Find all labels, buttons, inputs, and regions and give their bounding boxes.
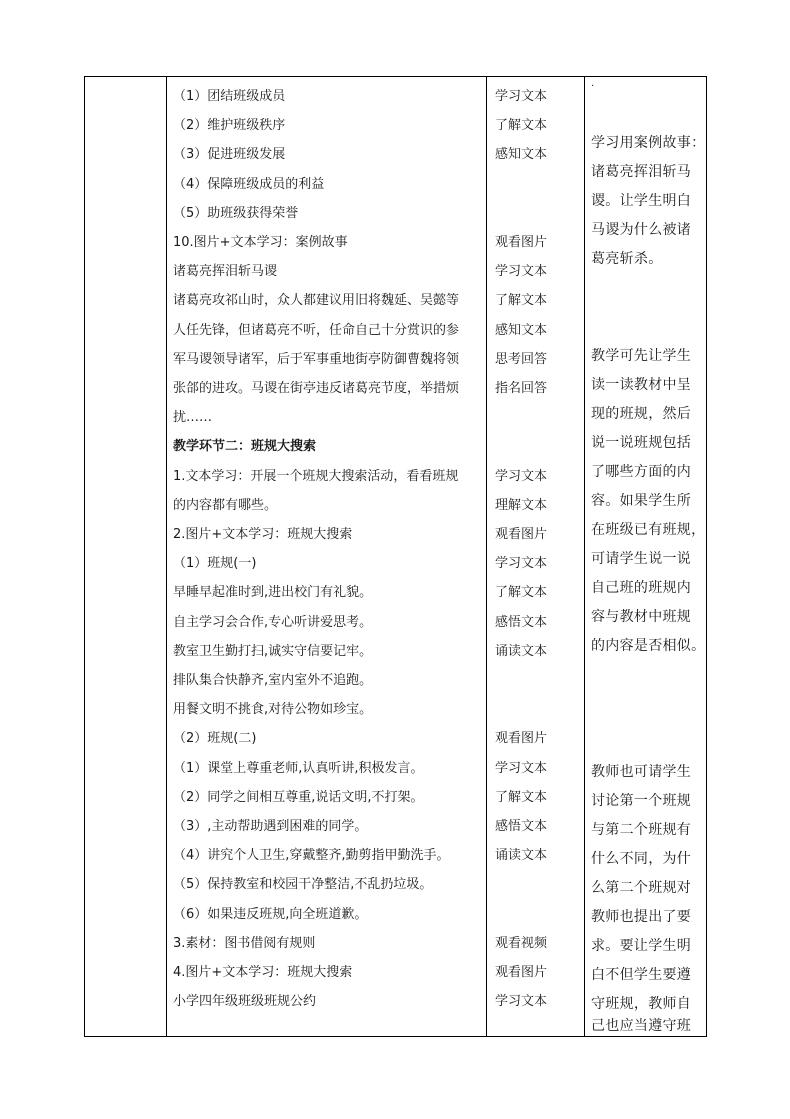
content-line: （3）,主动帮助遇到困难的同学。 bbox=[173, 819, 368, 834]
activity-line: 指名回答 bbox=[495, 381, 548, 396]
content-line: 用餐文明不挑食,对待公物如珍宝。 bbox=[173, 702, 373, 717]
activity-line: 学习文本 bbox=[495, 761, 548, 776]
content-line: 的内容都有哪些。 bbox=[173, 498, 278, 513]
content-line: 3.素材：图书借阅有规则 bbox=[173, 936, 316, 951]
content-line: （2）维护班级秩序 bbox=[173, 118, 286, 133]
activity-line: 思考回答 bbox=[495, 352, 548, 367]
content-line: 诸葛亮攻祁山时，众人都建议用旧将魏延、吴懿等 bbox=[173, 293, 460, 308]
activity-line: 学习文本 bbox=[495, 469, 548, 484]
content-line: （2）同学之间相互尊重,说话文明,不打架。 bbox=[173, 790, 424, 805]
content-line: 自主学习会合作,专心听讲爱思考。 bbox=[173, 615, 373, 630]
activity-line: 观看图片 bbox=[495, 527, 548, 542]
activity-line: 感悟文本 bbox=[495, 615, 548, 630]
activity-line: 诵读文本 bbox=[495, 848, 548, 863]
content-line: （5）助班级获得荣誉 bbox=[173, 206, 299, 221]
content-line: 诸葛亮挥泪斩马谡 bbox=[173, 264, 278, 279]
activity-line: 了解文本 bbox=[495, 293, 548, 308]
activity-line: 观看视频 bbox=[495, 936, 548, 951]
content-line: 人任先锋，但诸葛亮不听，任命自己十分赏识的参 bbox=[173, 323, 460, 338]
intent-line: 么第二个班规对 bbox=[591, 880, 692, 896]
intent-line: 自己班的班规内 bbox=[591, 580, 692, 596]
activity-line: 理解文本 bbox=[495, 498, 548, 513]
content-line: （5）保持教室和校园干净整洁,不乱扔垃圾。 bbox=[173, 877, 433, 892]
activity-line: 感知文本 bbox=[495, 147, 548, 162]
activity-line: 了解文本 bbox=[495, 585, 548, 600]
content-line: （3）促进班级发展 bbox=[173, 147, 286, 162]
intent-line: 教师也可请学生 bbox=[591, 764, 692, 780]
intent-line: 诸葛亮挥泪斩马 bbox=[591, 164, 692, 180]
activity-line: 观看图片 bbox=[495, 965, 548, 980]
intent-line: 与第二个班规有 bbox=[591, 822, 692, 838]
activity-line: 学习文本 bbox=[495, 556, 548, 571]
content-line: （4）讲究个人卫生,穿戴整齐,勤剪指甲勤洗手。 bbox=[173, 848, 450, 863]
intent-line: 求。要让学生明 bbox=[591, 938, 692, 954]
intent-line: 己也应当遵守班 bbox=[591, 1018, 692, 1034]
content-line: （6）如果违反班规,向全班道歉。 bbox=[173, 907, 368, 922]
intent-line: 现的班规，然后 bbox=[591, 406, 692, 422]
activity-line: 感知文本 bbox=[495, 323, 548, 338]
activity-line: 学习文本 bbox=[495, 994, 548, 1009]
content-line: 2.图片+文本学习：班规大搜索 bbox=[173, 527, 353, 542]
intent-line: 容与教材中班规 bbox=[591, 609, 692, 625]
intent-line: 学习用案例故事： bbox=[591, 135, 706, 151]
content-line: 1.文本学习：开展一个班规大搜索活动，看看班规 bbox=[173, 469, 459, 484]
intent-line: 守班规，教师自 bbox=[591, 996, 692, 1012]
content-line: 10.图片+文本学习：案例故事 bbox=[173, 235, 348, 250]
activity-line: 学习文本 bbox=[495, 264, 548, 279]
intent-line: 读一读教材中呈 bbox=[591, 377, 692, 393]
content-line: 排队集合快静齐,室内室外不追跑。 bbox=[173, 673, 373, 688]
content-line: （4）保障班级成员的利益 bbox=[173, 177, 325, 192]
lesson-plan-table bbox=[84, 76, 707, 1037]
intent-line: 马谡为什么被诸 bbox=[591, 222, 692, 238]
content-line: 早睡早起准时到,进出校门有礼貌。 bbox=[173, 585, 373, 600]
intent-line: 教师也提出了要 bbox=[591, 909, 692, 925]
intent-line: 谡。让学生明白 bbox=[591, 193, 692, 209]
intent-mark: · bbox=[591, 81, 595, 92]
activity-line: 了解文本 bbox=[495, 790, 548, 805]
teaching-content-cell bbox=[167, 77, 487, 1037]
intent-line: 教学可先让学生 bbox=[591, 348, 692, 364]
intent-line: 容。如果学生所 bbox=[591, 493, 692, 509]
activity-line: 学习文本 bbox=[495, 89, 548, 104]
intent-line: 讨论第一个班规 bbox=[591, 793, 692, 809]
intent-line: 说一说班规包括 bbox=[591, 435, 692, 451]
content-line: （1）课堂上尊重老师,认真听讲,积极发言。 bbox=[173, 761, 424, 776]
student-activity-cell bbox=[487, 77, 585, 1037]
content-line: （1）团结班级成员 bbox=[173, 89, 286, 104]
intent-line: 了哪些方面的内 bbox=[591, 464, 692, 480]
intent-line: 葛亮斩杀。 bbox=[591, 251, 663, 267]
content-line: 扰…… bbox=[173, 410, 213, 425]
activity-line: 感悟文本 bbox=[495, 819, 548, 834]
intent-line: 白不但学生要遵 bbox=[591, 967, 692, 983]
content-line: 4.图片+文本学习：班规大搜索 bbox=[173, 965, 353, 980]
content-line: 小学四年级班级班规公约 bbox=[173, 994, 317, 1009]
table-row bbox=[85, 77, 707, 1037]
intent-line: 可请学生说一说 bbox=[591, 551, 692, 567]
activity-line: 观看图片 bbox=[495, 235, 548, 250]
section-heading: 教学环节二：班规大搜索 bbox=[173, 439, 317, 454]
content-line: （1）班规(一) bbox=[173, 556, 257, 571]
content-line: 教室卫生勤打扫,诚实守信要记牢。 bbox=[173, 644, 373, 659]
activity-line: 了解文本 bbox=[495, 118, 548, 133]
intent-line: 的内容是否相似。 bbox=[591, 638, 706, 654]
stage-column-cell bbox=[85, 77, 167, 1037]
intent-line: 在班级已有班规， bbox=[591, 522, 706, 538]
content-line: 张郃的进攻。马谡在街亭违反诸葛亮节度，举措烦 bbox=[173, 381, 460, 396]
activity-line: 观看图片 bbox=[495, 731, 548, 746]
intent-line: 什么不同，为什 bbox=[591, 851, 692, 867]
content-line: （2）班规(二) bbox=[173, 731, 257, 746]
activity-line: 诵读文本 bbox=[495, 644, 548, 659]
content-line: 军马谡领导诸军，后于军事重地街亭防御曹魏将领 bbox=[173, 352, 460, 367]
design-intent-cell bbox=[585, 77, 707, 1037]
